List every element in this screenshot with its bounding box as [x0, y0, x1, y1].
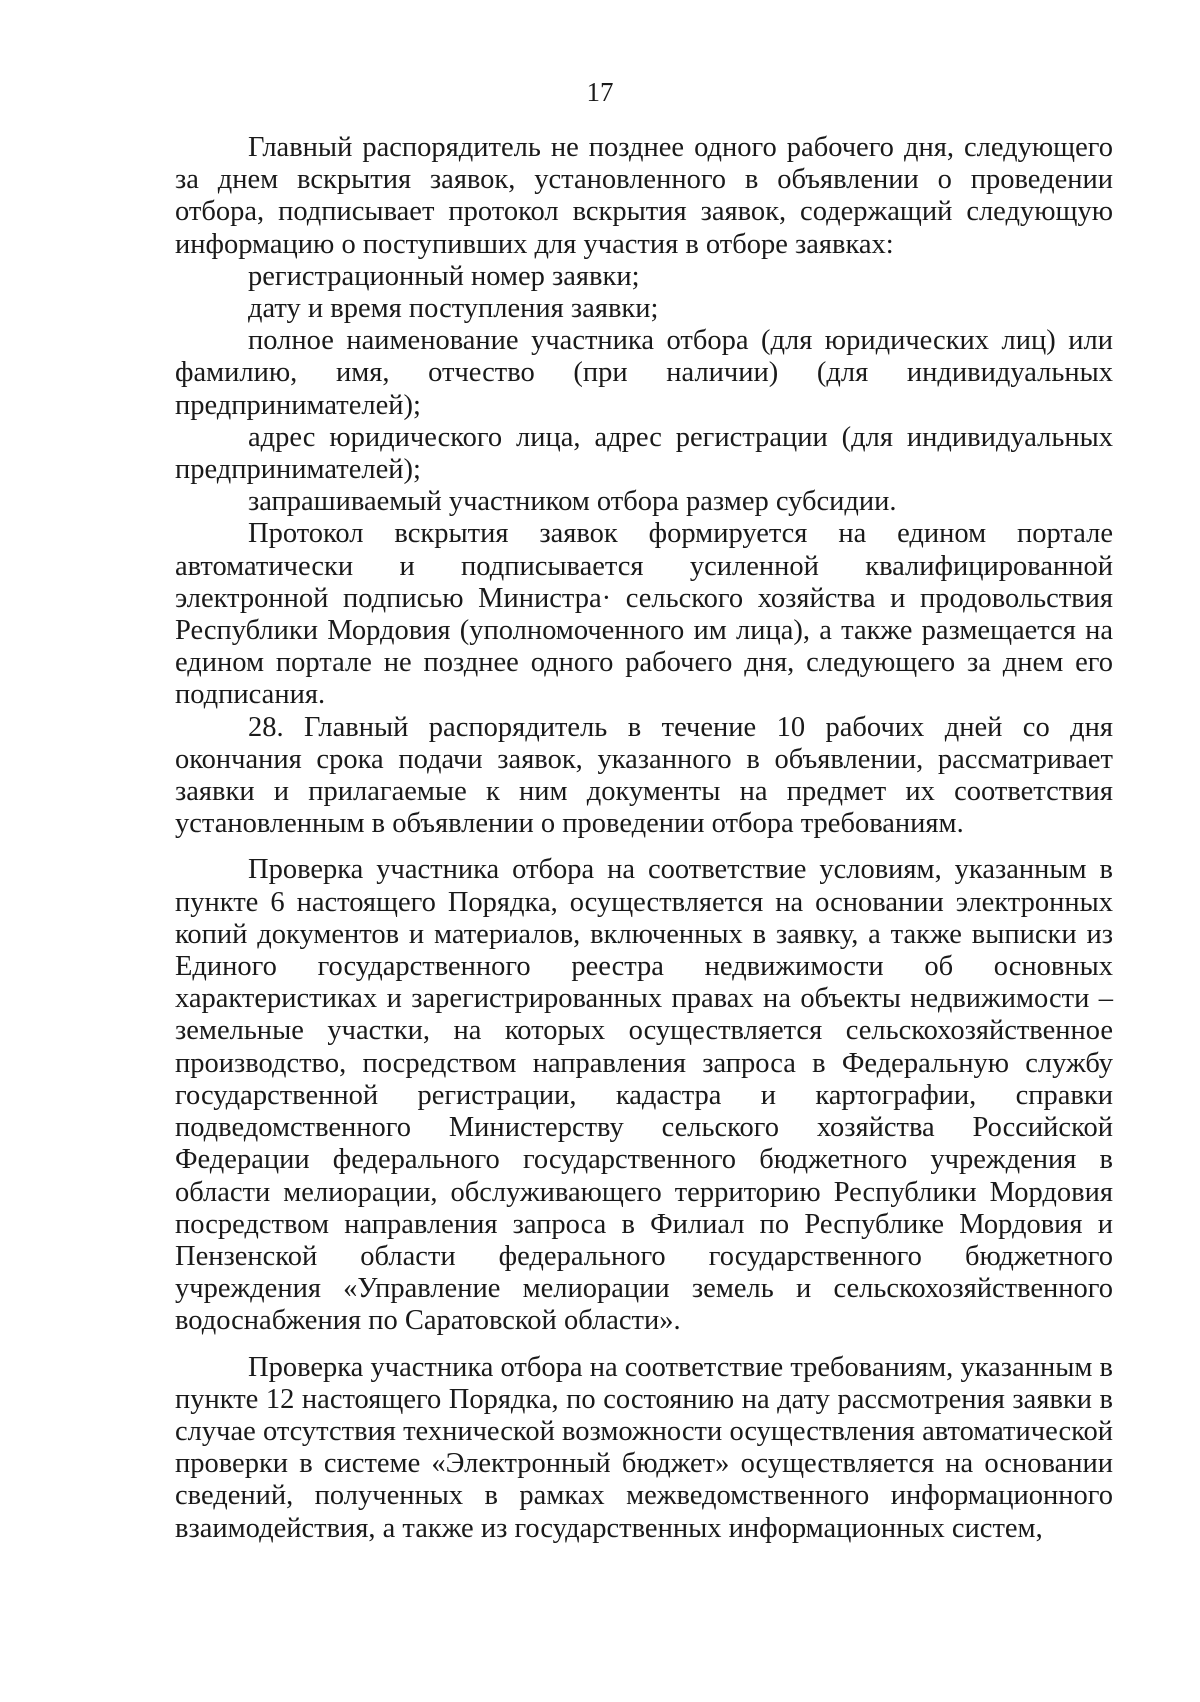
paragraph-item-28: 28. Главный распорядитель в течение 10 рабочих дней со дня окончания срока подачи заявок, указанного в объявлении, рассматривает заявки и прилагаемые к ним документы на предмет их соответствия установленным в объявлении о проведении отбора требованиям.: [175, 711, 1113, 840]
paragraph-check-requirements: Проверка участника отбора на соответствие требованиям, указанным в пункте 12 настоящего Порядка, по состоянию на дату рассмотрения заявки в случае отсутствия технической возможности осуществления автоматической проверки в системе «Электронный бюджет» осуществляется на основании сведений, полученных в рамках межведомственного информационного взаимодействия, а также из государственных информационных систем,: [175, 1351, 1113, 1544]
paragraph-check-conditions: Проверка участника отбора на соответствие условиям, указанным в пункте 6 настоящего Порядка, осуществляется на основании электронных копий документов и материалов, включенных в заявку, а также выписки из Единого государственного реестра недвижимости об основных характеристиках и зарегистрированных правах на объекты недвижимости – земельные участки, на которых осуществляется сельскохозяйственное производство, посредством направления запроса в Федеральную службу государственной регистрации, кадастра и картографии, справки подведомственного Министерству сельского хозяйства Российской Федерации федерального государственного бюджетного учреждения в области мелиорации, обслуживающего территорию Республики Мордовия посредством направления запроса в Филиал по Республике Мордовия и Пензенской области федерального государственного бюджетного учреждения «Управление мелиорации земель и сельскохозяйственного водоснабжения по Саратовской области».: [175, 854, 1113, 1337]
list-item-participant-name: полное наименование участника отбора (для юридических лиц) или фамилию, имя, отчество (при наличии) (для индивидуальных предпринимателей);: [175, 325, 1113, 421]
list-item-subsidy-amount: запрашиваемый участником отбора размер субсидии.: [248, 486, 897, 518]
paragraph-protocol-signing: Главный распорядитель не позднее одного рабочего дня, следующего за днем вскрытия заявок, установленного в объявлении о проведении отбора, подписывает протокол вскрытия заявок, содержащий следующую информацию о поступивших для участия в отборе заявках:: [175, 132, 1113, 260]
paragraph-protocol-formation: Протокол вскрытия заявок формируется на едином портале автоматически и подписывается усиленной квалифицированной электронной подписью Министра· сельского хозяйства и продовольствия Республики Мордовия (уполномоченного им лица), а также размещается на едином портале не позднее одного рабочего дня, следующего за днем его подписания.: [175, 518, 1113, 711]
list-item-registration-number: регистрационный номер заявки;: [248, 260, 640, 292]
page-number: 17: [586, 77, 614, 107]
list-item-address: адрес юридического лица, адрес регистрации (для индивидуальных предпринимателей);: [175, 421, 1113, 486]
list-item-submission-datetime: дату и время поступления заявки;: [248, 293, 659, 325]
document-body: [175, 132, 1113, 1545]
